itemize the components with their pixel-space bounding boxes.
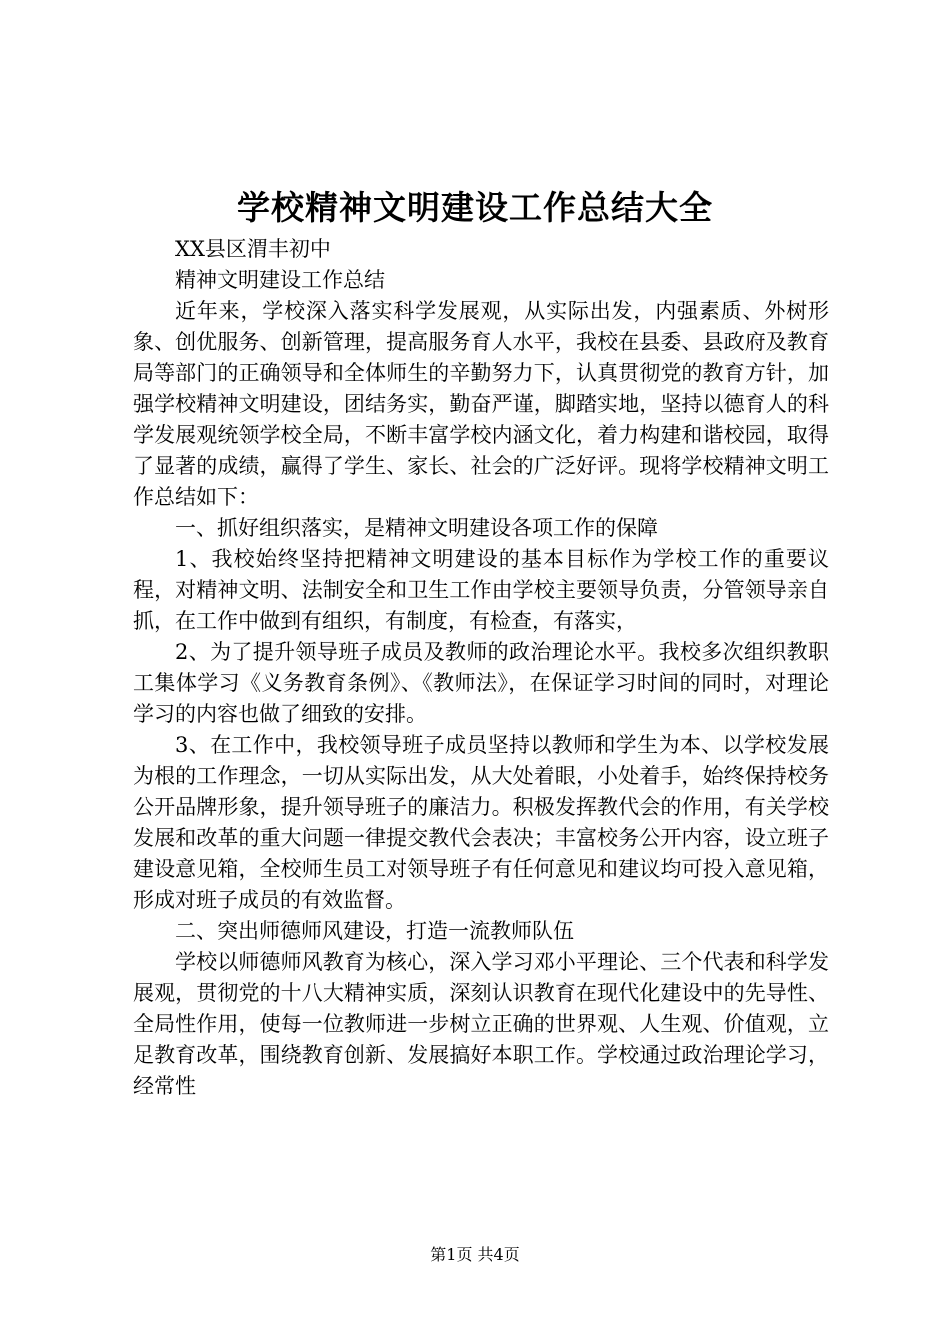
paragraph-item-3: 3、在工作中，我校领导班子成员坚持以教师和学生为本、以学校发展为根的工作理念，一切从实际出发，从大处着眼，小处着手，始终保持校务公开品牌形象，提升领导班子的廉洁力。积极发挥教代会的作用，有关学校发展和改革的重大问题一律提交教代会表决；丰富校务公开内容，设立班子建设意见箱，全校师生员工对领导班子有任何意见和建议均可投入意见箱，形成对班子成员的有效监督。 xyxy=(133,733,829,912)
section-heading-1: 一、抓好组织落实，是精神文明建设各项工作的保障 xyxy=(175,516,658,540)
subtitle-line: 精神文明建设工作总结 xyxy=(175,268,385,292)
page-footer: 第1页 共4页 xyxy=(430,1245,520,1264)
section-heading-2: 二、突出师德师风建设，打造一流教师队伍 xyxy=(175,919,574,943)
document-title: 学校精神文明建设工作总结大全 xyxy=(237,188,713,227)
school-name-line: XX县区渭丰初中 xyxy=(175,237,331,261)
paragraph-section-2: 学校以师德师风教育为核心，深入学习邓小平理论、三个代表和科学发展观，贯彻党的十八大精神实质，深刻认识教育在现代化建设中的先导性、全局性作用，使每一位教师进一步树立正确的世界观、人生观、价值观，立足教育改革，围绕教育创新、发展搞好本职工作。学校通过政治理论学习，经常性 xyxy=(133,950,829,1098)
document-body xyxy=(133,234,829,1102)
intro-paragraph: 近年来，学校深入落实科学发展观，从实际出发，内强素质、外树形象、创优服务、创新管理，提高服务育人水平，我校在县委、县政府及教育局等部门的正确领导和全体师生的辛勤努力下，认真贯彻党的教育方针，加强学校精神文明建设，团结务实，勤奋严谨，脚踏实地，坚持以德育人的科学发展观统领学校全局，不断丰富学校内涵文化，着力构建和谐校园，取得了显著的成绩，赢得了学生、家长、社会的广泛好评。现将学校精神文明工作总结如下： xyxy=(133,299,829,509)
paragraph-item-2: 2、为了提升领导班子成员及教师的政治理论水平。我校多次组织教职工集体学习《义务教育条例》、《教师法》，在保证学习时间的同时，对理论学习的内容也做了细致的安排。 xyxy=(133,640,829,726)
paragraph-item-1: 1、我校始终坚持把精神文明建设的基本目标作为学校工作的重要议程，对精神文明、法制安全和卫生工作由学校主要领导负责，分管领导亲自抓，在工作中做到有组织，有制度，有检查，有落实， xyxy=(133,547,829,633)
